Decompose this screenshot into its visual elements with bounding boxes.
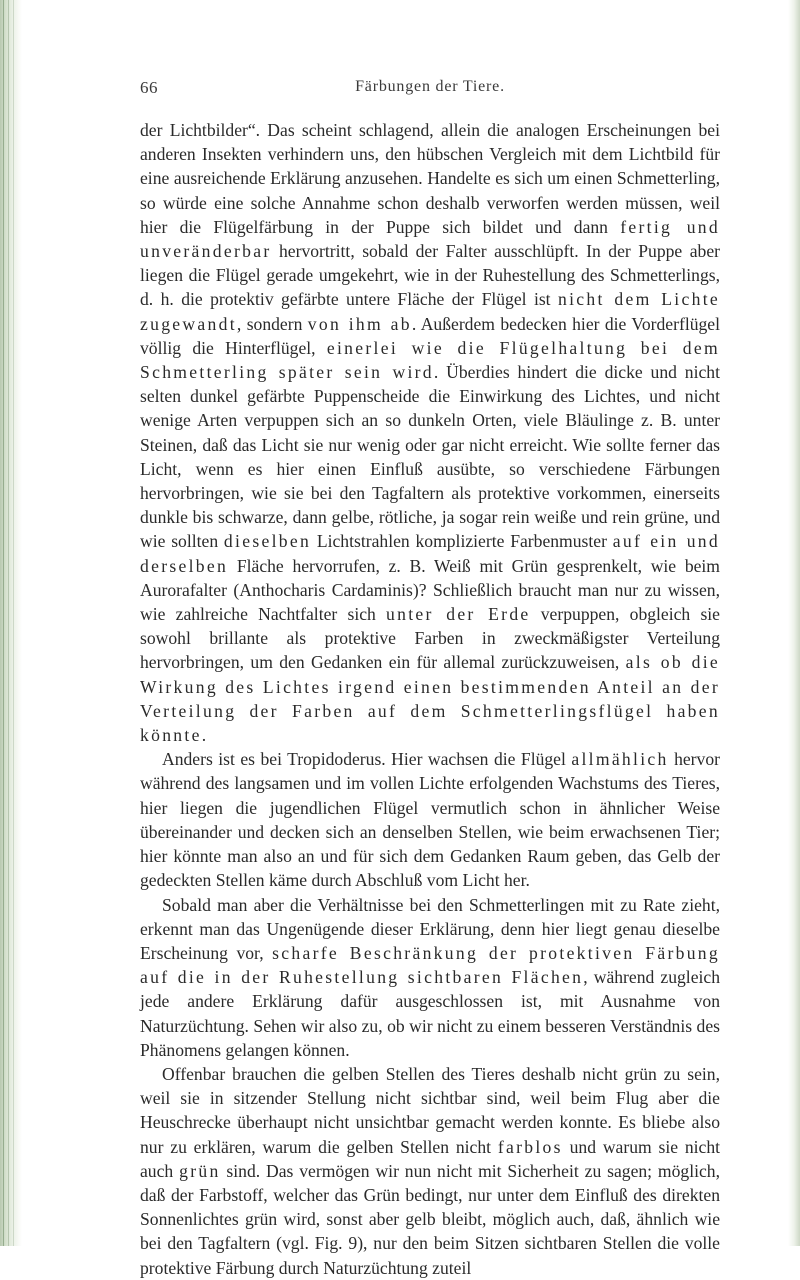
text-run: Lichtstrahlen komplizierte Farbenmuster: [311, 531, 613, 552]
page-right-edge: [788, 0, 800, 1246]
spaced-emphasis: scharfe Beschränkung der protektiven Färbung auf die in der Ruhestellung sichtbaren Flächen: [140, 942, 720, 988]
spaced-emphasis: dieselben: [223, 531, 312, 552]
paragraph: [140, 118, 720, 747]
text-run: . Außerdem bedecken hier die Vorderflügel völlig die Hinterflügel,: [140, 313, 721, 358]
text-run: Anders ist es bei Tropidoderus. Hier wachsen die Flügel: [162, 749, 572, 770]
binding-line: [8, 0, 9, 1246]
spaced-emphasis: grün: [179, 1160, 221, 1181]
spaced-emphasis: einerlei wie die Flügelhaltung bei dem Schmetterling später sein wird: [140, 337, 720, 383]
spaced-emphasis: farblos: [497, 1136, 563, 1157]
page-header: [140, 0, 720, 97]
paragraph: [140, 747, 720, 892]
spaced-emphasis: allmählich: [571, 749, 669, 770]
text-run: , während zugleich jede andere Erklärung dafür ausgeschlossen ist, mit Ausnahme von Naturzüchtung. Sehen wir also zu, ob wir nicht zu einem besseren Verständnis des Phänomens gelangen können.: [140, 967, 720, 1060]
text-run: .: [201, 725, 207, 746]
paragraph: [140, 1062, 720, 1280]
text-run: und warum sie nicht auch: [140, 1136, 721, 1181]
binding-line: [13, 0, 14, 1246]
text-run: hervor während des langsamen und im vollen Lichte erfolgenden Wachstums des Tieres, hier liegen die jugendlichen Flügel vermutlich schon in ähnlicher Weise übereinander und decken sich an denselben Stellen, wie beim erwachsenen Tier; hier könnte man also an und für sich dem Gedanken Raum geben, das Gelb der gedeckten Stellen käme durch Abschluß vom Licht her.: [140, 749, 720, 891]
text-run: Fläche hervorrufen, z. B. Weiß mit Grün gesprenkelt, wie beim Aurorafalter (Anthocharis Cardaminis)? Schließlich braucht man nur zu wissen, wie zahlreiche Nachtfalter sich: [140, 555, 720, 625]
text-run: Sobald man aber die Verhältnisse bei den Schmetterlingen mit zu Rate zieht, erkennt man das Ungenügende dieser Erklärung, denn hier liegt genau dieselbe Erscheinung vor,: [140, 894, 720, 963]
binding-line: [3, 0, 4, 1246]
text-run: verpuppen, obgleich sie sowohl brillante als protektive Farben in zweckmäßigster Verteilung hervorbringen, um den Gedanken ein für allemal zurückzuweisen,: [140, 604, 720, 673]
text-run: Offenbar brauchen die gelben Stellen des Tieres deshalb nicht grün zu sein, weil sie in sitzender Stellung nicht sichtbar sind, weil beim Flug aber die Heuschrecke überhaupt nicht unsichtbar gemacht werden konnte. Es bliebe also nur zu erklären, warum die gelben Stellen nicht: [140, 1063, 720, 1157]
spaced-emphasis: fertig und unveränderbar: [140, 216, 720, 262]
running-head: Färbungen der Tiere.: [355, 78, 505, 95]
text-run: sind. Das vermögen wir nun nicht mit Sicherheit zu sagen; möglich, daß der Farbstoff, welcher das Grün bedingt, nur unter dem Einfluß des direkten Sonnenlichtes grün wird, sonst aber gelb bleibt, möglich auch, daß, ähnlich wie bei den Tagfaltern (vgl. Fig. 9), nur den beim Sitzen sichtbaren Stellen die volle protektive Färbung durch Naturzüchtung zuteil: [140, 1160, 720, 1278]
text-run: hervortritt, sobald der Falter ausschlüpft. In der Puppe aber liegen die Flügel gerade umgekehrt, wie in der Ruhestellung des Schmetterlings, d. h. die protektiv gefärbte untere Fläche der Flügel ist: [140, 241, 720, 310]
paragraph: [140, 893, 720, 1062]
page-number: 66: [140, 78, 158, 97]
text-run: , sondern: [236, 313, 308, 334]
spaced-emphasis: von ihm ab: [307, 313, 412, 334]
spaced-emphasis: auf ein und derselben: [140, 531, 720, 576]
spaced-emphasis: nicht dem Lichte zugewandt: [140, 289, 720, 334]
spaced-emphasis: unter der Erde: [386, 604, 531, 625]
book-page: [140, 0, 721, 1278]
spaced-emphasis: als ob die Wirkung des Lichtes irgend einen bestimmenden Anteil an der Verteilung der Farben auf dem Schmetterlingsflügel haben könnte: [140, 652, 720, 746]
text-run: der Lichtbilder“. Das scheint schlagend, allein die analogen Erscheinungen bei anderen Insekten verhindern uns, den hübschen Vergleich mit dem Lichtbild für eine ausreichende Erklärung anzusehen. Handelte es sich um einen Schmetterling, so würde eine solche Annahme schon deshalb verworfen werden müssen, weil hier die Flügelfärbung in der Puppe sich bildet und dann: [140, 120, 720, 237]
text-run: . Überdies hindert die dicke und nicht selten dunkel gefärbte Puppenscheide die Einwirkung des Lichtes, und nicht wenige Arten verpuppen sich an so dunkeln Orten, viele Bläulinge z. B. unter Steinen, daß das Licht sie nur wenig oder gar nicht erreicht. Wie sollte ferner das Licht, wenn es hier einen Einfluß ausübte, so verschiedene Färbungen hervorbringen, wie sie bei den Tagfaltern als protektive vorkommen, einerseits dunkle bis schwarze, dann gelbe, rötliche, ja sogar rein weiße und rein grüne, und wie sollten: [140, 362, 720, 552]
body-text: [140, 118, 720, 1280]
